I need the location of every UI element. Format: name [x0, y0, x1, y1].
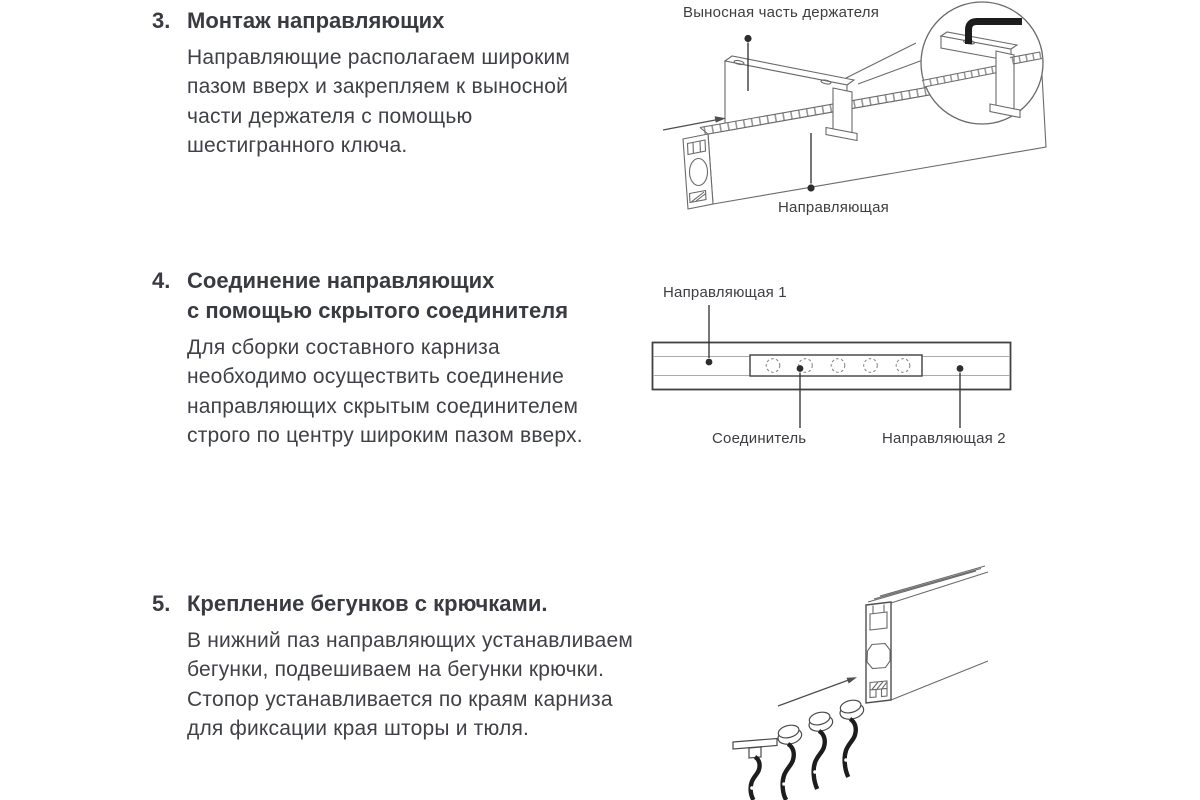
step-4-body — [187, 333, 583, 450]
step-3-body — [187, 43, 570, 160]
rail-end-drawing — [866, 566, 988, 703]
step-4-section — [152, 266, 583, 450]
step-3-section — [152, 6, 570, 160]
stopper-icon — [733, 739, 777, 800]
step-title — [187, 6, 444, 36]
leader-dot — [807, 184, 814, 191]
label-rail: Направляющая — [778, 199, 889, 216]
step-5-body — [187, 626, 633, 743]
label-rail2: Направляющая 2 — [882, 430, 1006, 447]
leader-dot — [744, 35, 751, 42]
step-number: 5. — [152, 591, 171, 616]
figure-rail-mounting — [660, 0, 1130, 230]
step-title-line: Монтаж направляющих — [187, 8, 445, 33]
step-title-line: Крепление бегунков с крючками. — [187, 591, 548, 616]
body-line: Направляющие располагаем широким — [187, 46, 571, 69]
leader-dot — [957, 365, 964, 372]
figure-gliders-hooks — [700, 558, 1000, 800]
step-number: 3. — [152, 8, 171, 33]
rail-joining-drawing — [645, 283, 1055, 453]
step-number: 4. — [152, 268, 171, 293]
step-5-section — [152, 589, 633, 743]
label-rail1: Направляющая 1 — [663, 284, 787, 301]
body-line: В нижний паз направляющих устанавливаем — [187, 629, 634, 652]
body-line: Для сборки составного карниза — [187, 336, 500, 359]
body-line: бегунки, подвешиваем на бегунки крючки. — [187, 658, 605, 682]
body-line: необходимо осуществить соединение — [187, 365, 565, 389]
label-connector: Соединитель — [712, 430, 807, 447]
body-line: Стопор устанавливается по краям карниза — [187, 687, 613, 711]
body-line: направляющих скрытым соединителем — [187, 394, 579, 418]
step-title — [187, 589, 547, 619]
leader-dot — [797, 365, 804, 372]
detail-circle — [921, 2, 1043, 124]
step-5-heading — [152, 589, 633, 619]
step-3-heading — [152, 6, 570, 36]
glider-hook-icon — [776, 723, 804, 800]
step-title-line: с помощью скрытого соединителя — [187, 298, 569, 323]
body-line: строго по центру широким пазом вверх. — [187, 423, 583, 447]
glider-hook-icon — [807, 710, 835, 789]
step-title — [187, 266, 568, 326]
label-holder-arm: Выносная часть держателя — [683, 4, 880, 21]
figure-rail-joining — [645, 283, 1055, 453]
body-line: части держателя с помощью — [187, 104, 473, 128]
gliders-hooks-drawing — [700, 558, 1000, 800]
leader-dot — [706, 359, 713, 366]
body-line: для фиксации края шторы и тюля. — [187, 716, 530, 740]
body-line: шестигранного ключа. — [187, 133, 408, 157]
step-title-line: Соединение направляющих — [187, 268, 495, 293]
step-4-heading — [152, 266, 583, 326]
rail-mounting-drawing — [660, 0, 1130, 230]
body-line: пазом вверх и закрепляем к выносной — [187, 75, 569, 99]
callout-wedge-lines — [846, 43, 923, 84]
glider-hook-icon — [838, 698, 866, 777]
